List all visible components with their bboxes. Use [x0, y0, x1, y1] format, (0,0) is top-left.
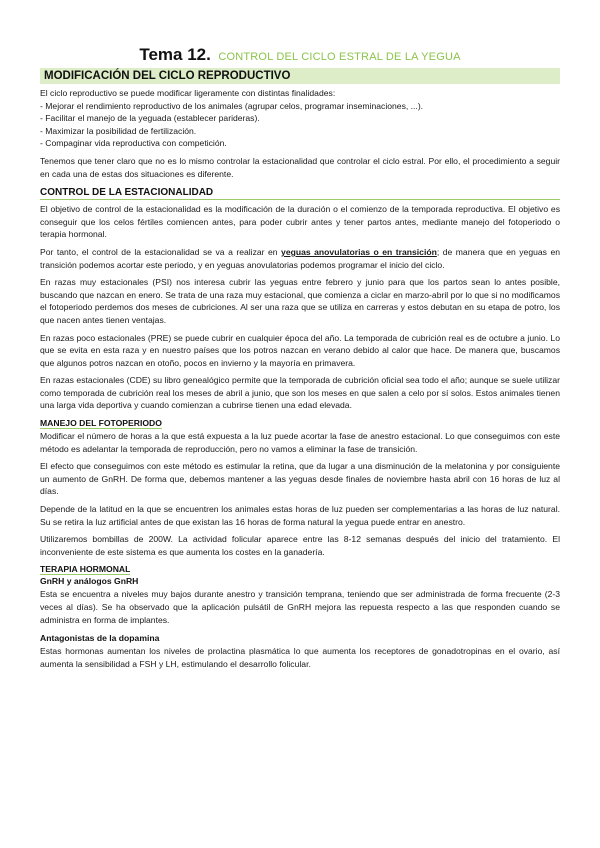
subheading-terapia-hormonal: [40, 564, 560, 574]
section2-paragraph-4: En razas poco estacionales (PRE) se puede cubrir en cualquier época del año. La temporada de cubrición real es de octubre a junio. Lo que se evita en esta raza y en nuestro países que los potros nazcan en verano debido al calor que hace. De manera que, buscamos que algunos potros nazcan en otoño, pocos en invierno y la mayoría en primavera.: [40, 332, 560, 368]
section3-paragraph-3: Depende de la latitud en la que se encuentren los animales estas horas de luz pueden ser complementarias a las horas de luz natural. Su se retira la luz artificial antes de que existan las 16 horas de forma natural la yegua puede entrar en anestro.: [40, 504, 560, 527]
list-item: - Facilitar el manejo de la yeguada (establecer parideras).: [40, 113, 260, 124]
subheading-dopamina: Antagonistas de la dopamina: [40, 633, 160, 644]
section3-paragraph-4: Utilizaremos bombillas de 200W. La actividad folicular aparece entre las 8-12 semanas después del inicio del tratamiento. El inconveniente de este sistema es que aumenta los costes en la ganadería.: [40, 534, 560, 557]
subheading-text: MANEJO DEL FOTOPERIODO: [40, 418, 162, 429]
title-subtitle: CONTROL DEL CICLO ESTRAL DE LA YEGUA: [218, 51, 461, 63]
dopamina-paragraph: Estas hormonas aumentan los niveles de prolactina plasmática lo que aumenta los receptores de gonadotropinas en el ovario, así aumenta la sensibilidad a FSH y LH, estimulando el desarrollo folicular.: [40, 646, 560, 669]
paragraph-text: Por tanto, el control de la estacionalidad se va a realizar en: [40, 246, 282, 257]
section-heading-estacionalidad: CONTROL DE LA ESTACIONALIDAD: [40, 186, 560, 200]
highlighted-term: yeguas anovulatorias o en transición: [281, 246, 437, 257]
subheading-text: TERAPIA HORMONAL: [40, 564, 131, 575]
subheading-fotoperiodo: [40, 418, 560, 428]
list-item: - Mejorar el rendimiento reproductivo de los animales (agrupar celos, programar inseminaciones, ...).: [40, 100, 424, 111]
section2-paragraph-2: [40, 246, 560, 271]
section3-paragraph-1: Modificar el número de horas a la que está expuesta a la luz puede acortar la fase de anestro estacional. Lo que conseguimos con este método es adelantar la temporada de reproducción, pero no vamos a eliminar la fase de transición.: [40, 431, 560, 454]
paragraph-text: ; de manera que en yeguas en transición podemos acortar este periodo, y en yeguas anovulatorias podemos programar el inicio del ciclo.: [40, 246, 561, 270]
section3-paragraph-2: El efecto que conseguimos con este método es estimular la retina, que da lugar a una disminución de la melatonina y por consiguiente un aumento de GnRH. De forma que, debemos mantener a las yeguas desde finales de noviembre hasta abril con 16 horas de luz al días.: [40, 461, 560, 497]
section2-paragraph-1: El objetivo de control de la estacionalidad es la modificación de la duración o el comienzo de la temporada reproductiva. El objetivo es conseguir que los celos fértiles comiencen antes, para poder cubrir antes y tener partos antes, mediante manejo del fotoperiodo o terapia hormonal.: [40, 204, 560, 240]
section-heading-modificacion: MODIFICACIÓN DEL CICLO REPRODUCTIVO: [40, 68, 560, 84]
section1-paragraph-2: Tenemos que tener claro que no es lo mismo controlar la estacionalidad que controlar el ciclo estral. Por ello, el procedimiento a seguir en cada una de estas dos situaciones es diferente.: [40, 155, 560, 179]
section2-paragraph-3: En razas muy estacionales (PSI) nos interesa cubrir las yeguas entre febrero y junio para que los partos sean lo antes posible, buscando que nazcan en enero. Se trata de una raza muy estacional, que comienza a ciclar en marzo-abril por lo que si no modificamos el fotoperiodo perdemos dos meses de cubriciones. Al ser una raza que se utiliza en carreras y estos debutan en su etapa de potro, los que nacen antes tienen ventajas.: [40, 277, 560, 325]
page-title: [40, 45, 560, 65]
section2-paragraph-5: En razas estacionales (CDE) su libro genealógico permite que la temporada de cubrición oficial sea todo el año; aunque se suele utilizar como temporada de cubrición real los meses de abril a junio, que son los meses en que salen a celo por sí solos. Estos animales tienen una larga vida deportiva y cuando comienzan a cubrirse tienen una edad elevada.: [40, 375, 560, 411]
gnrh-paragraph: Esta se encuentra a niveles muy bajos durante anestro y transición temprana, teniendo que ser administrada de forma frecuente (2-3 veces al días). Se ha observado que la aplicación pulsátil de GnRH mejora las repuesta respecto a las que responden cuando se administra en forma de implantes.: [40, 589, 560, 625]
purposes-list: [40, 100, 560, 150]
list-item: - Compaginar vida reproductiva con competición.: [40, 138, 227, 149]
subheading-gnrh: GnRH y análogos GnRH: [40, 576, 139, 587]
section1-intro: El ciclo reproductivo se puede modificar ligeramente con distintas finalidades:: [40, 88, 336, 98]
title-main: Tema 12.: [139, 45, 211, 64]
list-item: - Maximizar la posibilidad de fertilización.: [40, 125, 197, 136]
